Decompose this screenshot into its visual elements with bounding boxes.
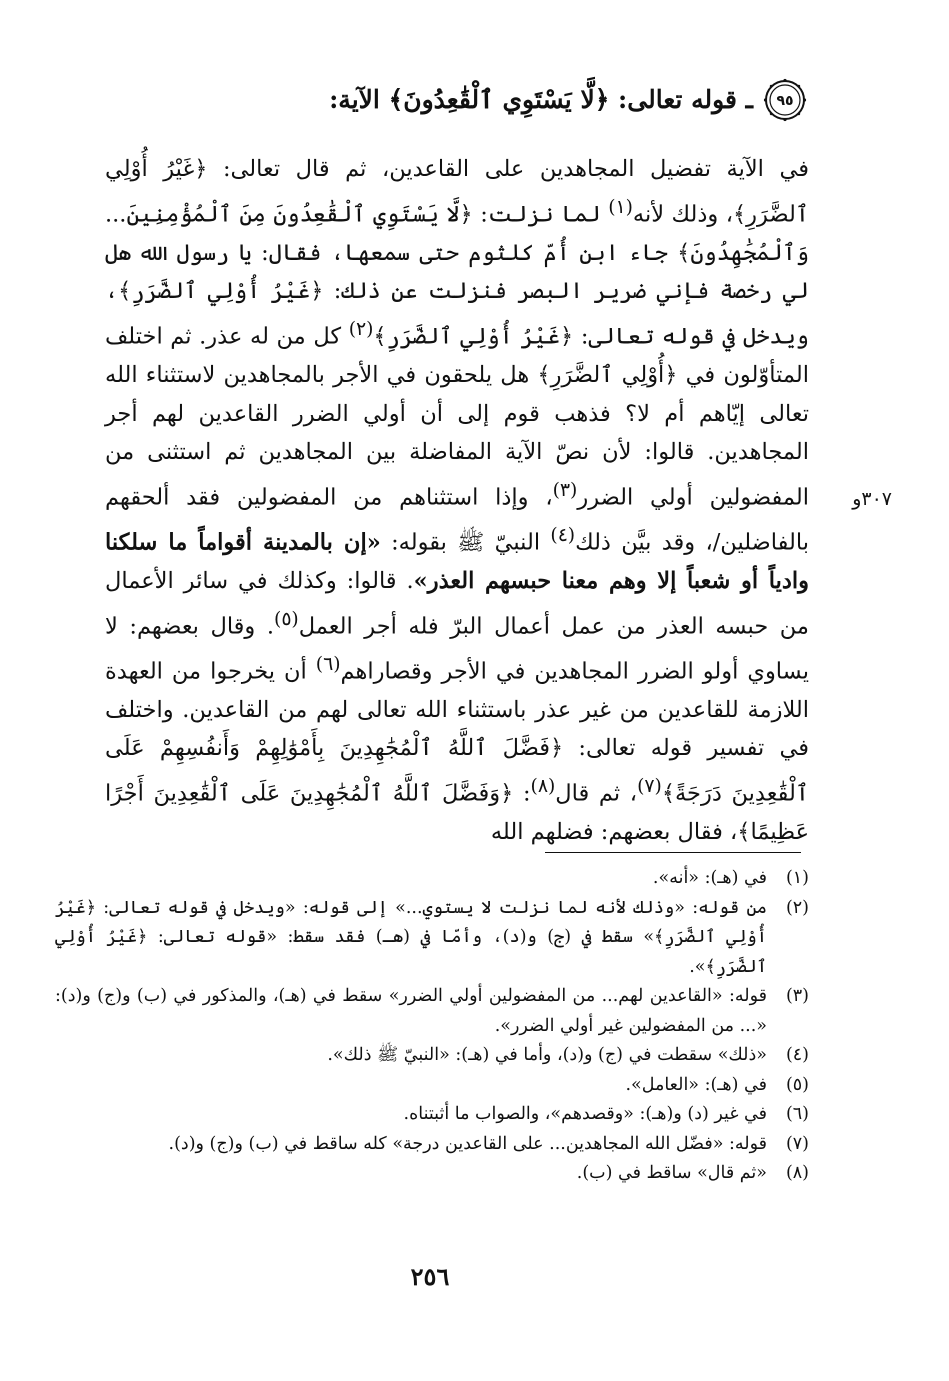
section-title: ـ قوله تعالى: ﴿لَّا يَسْتَوِي ٱلْقَٰعِدُونَ﴾ الآية: bbox=[329, 85, 753, 114]
footnote-number: (٦) bbox=[785, 1104, 809, 1124]
footnote-text: قوله: «فضّل الله المجاهدين... على القاعدين درجة» كله ساقط في (ب) و(ج) و(د). bbox=[168, 1133, 767, 1154]
footnote-item bbox=[55, 1159, 809, 1189]
manuscript-folio-marker: ٣٠٧و bbox=[852, 488, 892, 510]
footnote-item bbox=[55, 1100, 809, 1130]
footnote-text: «ثم قال» ساقط في (ب). bbox=[576, 1163, 767, 1183]
footnote-number: (٧) bbox=[785, 1133, 809, 1154]
footnote-text: «ذلك» سقطت في (ج) و(د)، وأما في (هـ): «النبيّ ﷺ ذلك». bbox=[327, 1045, 767, 1065]
page-number: ٢٥٦ bbox=[410, 1262, 450, 1291]
footnote-item bbox=[55, 1041, 809, 1071]
footnote-divider bbox=[545, 852, 801, 853]
footnote-text: في غير (د) و(هـ): «وقصدهم»، والصواب ما أثبتناه. bbox=[403, 1104, 767, 1124]
footnote-item bbox=[55, 864, 809, 894]
footnote-number: (٣) bbox=[785, 986, 809, 1006]
footnote-ref-1[interactable]: (١) bbox=[608, 196, 633, 218]
footnote-ref-7[interactable]: (٧) bbox=[637, 775, 662, 797]
footnote-ref-5[interactable]: (٥) bbox=[274, 608, 299, 630]
main-text bbox=[105, 150, 809, 852]
footnote-text: من قوله: «وذلك لأنه لما نزلت لا يستوي...» إلى قوله: «ويدخل في قوله تعالى: ﴿غَيْرُ أُوْلِي ٱلضَّرَرِ﴾» سقط في (ج) و(د)، وأمّا في (هـ) فقد سقط: «قوله تعالى: ﴿غَيْرُ أُوْلِي ٱلضَّرَرِ﴾». bbox=[55, 897, 767, 977]
footnote-item bbox=[55, 894, 809, 983]
footnote-ref-6[interactable]: (٦) bbox=[315, 653, 341, 675]
footnote-ref-4[interactable]: (٤) bbox=[550, 524, 576, 546]
footnote-number: (٥) bbox=[785, 1074, 809, 1095]
hadith-quote: «إن بالمدينة أقواماً ما سلكنا وادياً أو شعباً إلا وهم معنا حبسهم العذر» bbox=[105, 529, 809, 594]
footnote-number: (٤) bbox=[785, 1045, 809, 1065]
footnotes bbox=[55, 864, 809, 1189]
section-number: ٩٥ bbox=[776, 93, 794, 109]
footnote-text: في (هـ): «العامل». bbox=[625, 1074, 767, 1095]
footnote-number: (١) bbox=[785, 868, 809, 888]
footnote-text: قوله: «القاعدين لهم... من المفضولين أولي الضرر» سقط في (هـ)، والمذكور في (ب) و(ج) و(د): «... من المفضولين غير أولي الضرر». bbox=[55, 986, 767, 1036]
footnote-ref-3[interactable]: (٣) bbox=[552, 479, 578, 501]
footnote-item bbox=[55, 1130, 809, 1160]
footnote-item bbox=[55, 982, 809, 1041]
footnote-ref-2[interactable]: (٢) bbox=[348, 318, 374, 340]
main-paragraph: في الآية تفضيل المجاهدين على القاعدين، ثم قال تعالى: ﴿غَيْرُ أُوْلِي ٱلضَّرَرِ﴾، وذلك لأنه$^{(١)}$ لما نزلت: ﴿لَّا يَسْتَوِي ٱلْقَٰعِدُونَ مِنَ ٱلْمُؤْمِنِينَ... وَٱلْمُجَٰهِدُونَ﴾ جاء ابن أُمّ كلثوم حتى سمعها، فقال: يا رسول الله هل لي رخصة فإني ضرير البصر فنزلت عن ذلك: ﴿غَيْرُ أُوْلِي ٱلضَّرَرِ﴾، ويدخل في قوله تعالى: ﴿غَيْرُ أُوْلِي ٱلضَّرَرِ﴾$^{(٢)}$ كل من له عذر. ثم اختلف المتأوّلون في ﴿أُوْلِي ٱلضَّرَرِ﴾ هل يلحقون في الأجر بالمجاهدين لاستثناء الله تعالى إيّاهم أم لا؟ فذهب قوم إلى أن أولي الضرر القاعدين لهم أجر المجاهدين. قالوا: لأن نصّ الآية المفاضلة بين المجاهدين ثم استثنى من المفضولين أولي الضرر$^{(٣)}$، وإذا استثناهم من المفضولين فقد ألحقهم بالفاضلين/، وقد بيَّن ذلك$^{(٤)}$ النبيّ ﷺ بقوله: «إن بالمدينة أقواماً ما سلكنا وادياً أو شعباً إلا وهم معنا حبسهم العذر». قالوا: وكذلك في سائر الأعمال من حبسه العذر من عمل أعمال البرّ فله أجر العمل$^{(٥)}$. وقال بعضهم: لا يساوي أولو الضرر المجاهدين في الأجر وقصاراهم$^{(٦)}$ أن يخرجوا من العهدة اللازمة للقاعدين من غير عذر باستثناء الله تعالى لهم من القاعدين. واختلف في تفسير قوله تعالى: ﴿فَضَّلَ ٱللَّهُ ٱلْمُجَٰهِدِينَ بِأَمْوَٰلِهِمْ وَأَنفُسِهِمْ عَلَى ٱلْقَٰعِدِينَ دَرَجَةً﴾$^{(٧)}$، ثم قال$^{(٨)}$: ﴿وَفَضَّلَ ٱللَّهُ ٱلْمُجَٰهِدِينَ عَلَى ٱلْقَٰعِدِينَ أَجْرًا عَظِيمًا﴾، فقال بعضهم: فضلهم الله bbox=[105, 156, 809, 845]
footnote-ref-8[interactable]: (٨) bbox=[530, 775, 556, 797]
rosette-icon bbox=[763, 78, 807, 122]
section-heading bbox=[120, 78, 807, 122]
section-number-badge bbox=[763, 78, 807, 122]
footnote-text: في (هـ): «أنه». bbox=[652, 868, 767, 888]
footnote-item bbox=[55, 1071, 809, 1101]
footnote-number: (٨) bbox=[785, 1163, 809, 1183]
footnote-number: (٢) bbox=[785, 897, 809, 918]
